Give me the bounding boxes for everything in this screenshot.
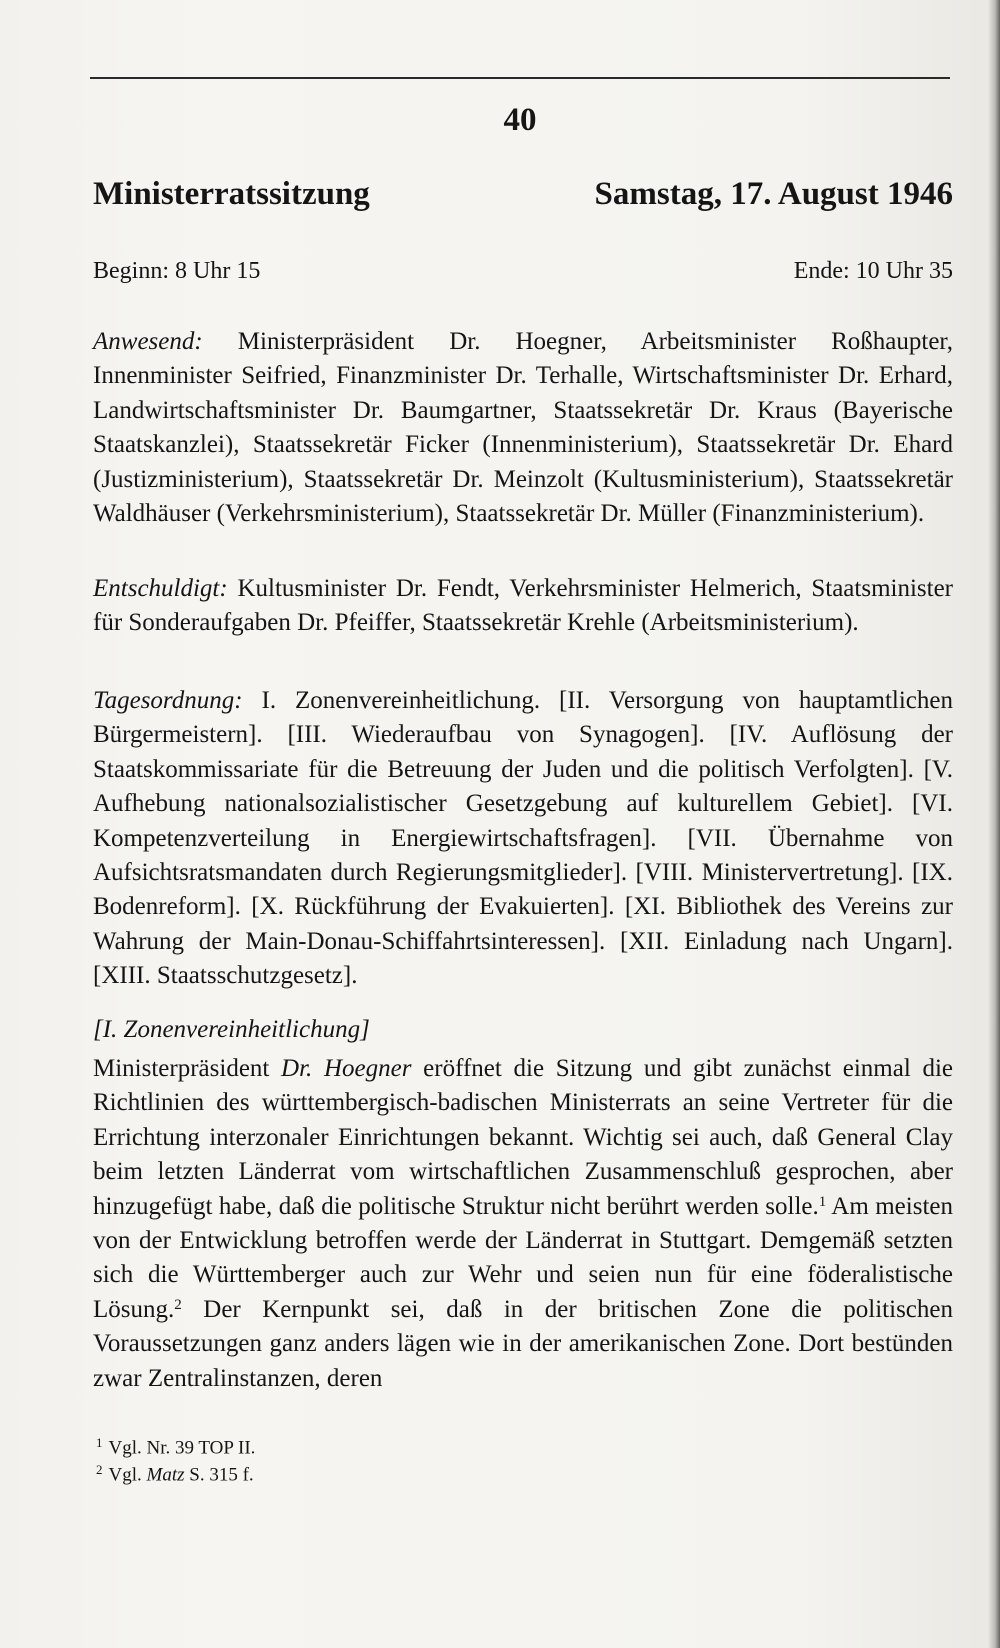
entschuldigt-label: Entschuldigt:: [93, 575, 228, 602]
tagesordnung-label: Tagesordnung:: [93, 687, 243, 714]
document-date: Samstag, 17. August 1946: [594, 176, 953, 212]
page-edge-shadow: [988, 0, 1000, 1648]
footnote-text: Vgl. Nr. 39 TOP II.: [108, 1437, 256, 1459]
footnote-ref-1[interactable]: 1: [818, 1193, 827, 1210]
footnote-text: Vgl.: [108, 1464, 147, 1486]
tagesordnung-text: I. Zonenvereinheitlichung. [II. Versorgung von hauptamtlichen Bürgermeistern]. [III. Wiederaufbau von Synagogen]. [IV. Auflösung der Staatskommissariate für die Betreuung der Juden und die politisch Verfolgten]. [V. Aufhebung nationalsozialistischer Gesetzgebung auf kulturellem Gebiet]. [VI. Kompetenzverteilung in Energiewirtschaftsfragen]. [VII. Übernahme von Aufsichtsratsmandaten durch Regierungsmitglieder]. [VIII. Ministervertretung]. [IX. Bodenreform]. [X. Rückführung der Evakuierten]. [XI. Bibliothek des Vereins zur Wahrung der Main-Donau-Schiffahrtsinteressen]. [XII. Einladung nach Ungarn]. [XIII. Staatsschutzgesetz].: [93, 687, 953, 990]
anwesend-paragraph: [93, 325, 953, 531]
body-text-1: Ministerpräsident: [93, 1055, 282, 1082]
document-number: 40: [503, 102, 537, 138]
body-text-2: eröffnet die Sitzung und gibt zunächst einmal die Richtlinien des württembergisch-badischen Ministerrats an seine Vertreter für die Errichtung interzonaler Einrichtungen bekannt. Wichtig sei auch, daß General Clay beim letzten Länderrat vom wirtschaftlichen Zusammenschluß gesprochen, aber hinzugefügt habe, daß die politische Struktur nicht berührt werden solle.: [93, 1055, 953, 1220]
anwesend-label: Anwesend:: [93, 328, 203, 355]
footnote-citation: Matz: [146, 1464, 185, 1486]
footnote-1: [96, 1431, 255, 1461]
end-time: Ende: 10 Uhr 35: [793, 258, 953, 284]
footnote-number: 1: [96, 1435, 103, 1450]
speaker-name: Dr. Hoegner: [281, 1055, 412, 1082]
section-heading: [I. Zonenvereinheitlichung]: [93, 1016, 370, 1043]
document-title: Ministerratssitzung: [93, 176, 370, 212]
footnote-2: [96, 1458, 254, 1488]
body-text-3: Am meisten von der Entwicklung betroffen werde der Länderrat in Stuttgart. Demgemäß setzten sich die Württemberger auch zur Wehr und seien nun für eine föderalistische Lösung.: [93, 1192, 953, 1323]
tagesordnung-paragraph: [93, 684, 953, 994]
entschuldigt-paragraph: [93, 572, 953, 641]
entschuldigt-text: Kultusminister Dr. Fendt, Verkehrsminister Helmerich, Staatsminister für Sonderaufgaben Dr. Pfeiffer, Staatssekretär Krehle (Arbeitsministerium).: [93, 575, 953, 637]
anwesend-text: Ministerpräsident Dr. Hoegner, Arbeitsminister Roßhaupter, Innenminister Seifried, Finanzminister Dr. Terhalle, Wirtschaftsminister Dr. Erhard, Landwirtschaftsminister Dr. Baumgartner, Staatssekretär Dr. Kraus (Bayerische Staatskanzlei), Staatssekretär Ficker (Innenministerium), Staatssekretär Dr. Ehard (Justizministerium), Staatssekretär Dr. Meinzolt (Kultusministerium), Staatssekretär Waldhäuser (Verkehrsministerium), Staatssekretär Dr. Müller (Finanzministerium).: [93, 328, 953, 528]
body-text-4: Der Kernpunkt sei, daß in der britischen Zone die politischen Voraussetzungen ganz anders lägen wie in der amerikanischen Zone. Dort bestünden zwar Zentralinstanzen, deren: [93, 1295, 953, 1392]
section-body: [93, 1052, 953, 1396]
header-rule: [90, 77, 950, 79]
begin-time: Beginn: 8 Uhr 15: [93, 258, 261, 284]
footnote-ref-2[interactable]: 2: [174, 1296, 182, 1313]
footnote-number: 2: [96, 1462, 103, 1477]
footnote-text-end: S. 315 f.: [184, 1464, 254, 1486]
